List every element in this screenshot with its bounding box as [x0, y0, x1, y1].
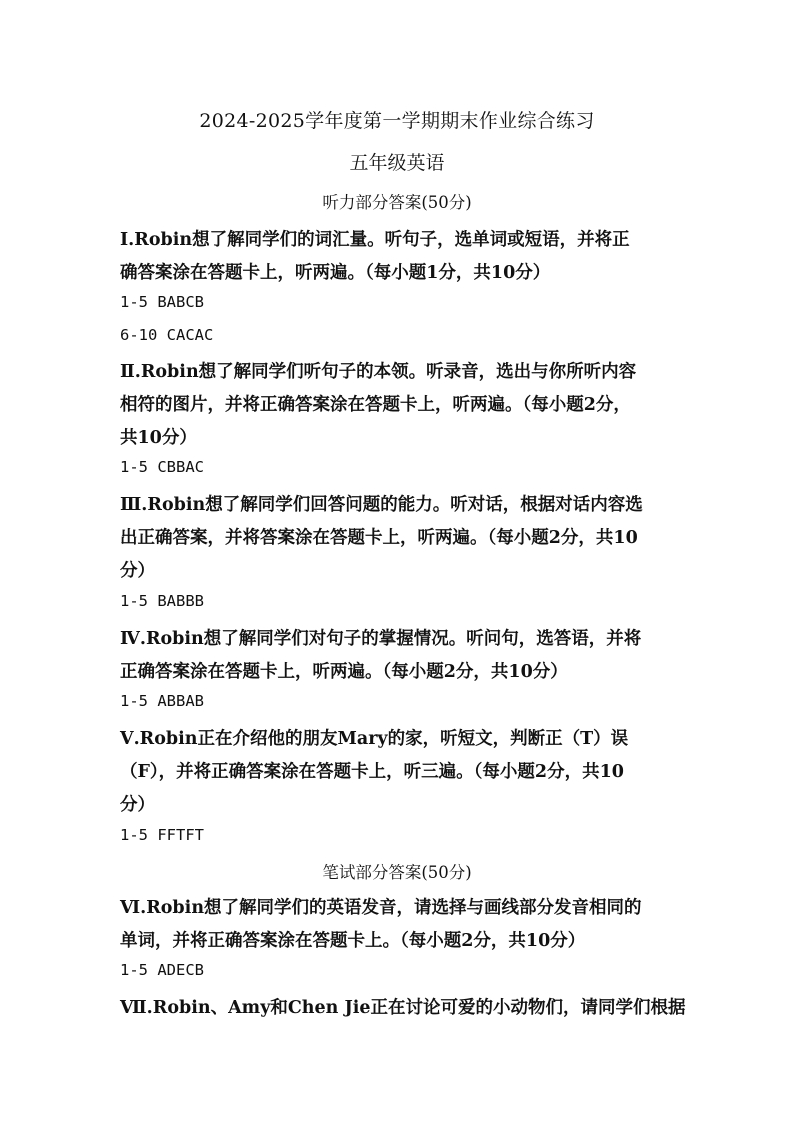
section-4-answer-1: 1-5 ABBAB [120, 692, 204, 710]
section-6-line-2: 单词，并将正确答案涂在答题卡上。（每小题2分，共10分） [120, 931, 586, 951]
section-1-answer-2: 6-10 CACAC [120, 326, 214, 344]
section-5-answer-1: 1-5 FFTFT [120, 826, 204, 844]
section-7-line-1: Ⅶ.Robin、Amy和Chen Jie正在讨论可爱的小动物们，请同学们根据 [120, 998, 686, 1018]
written-header: 笔试部分答案(50分) [322, 863, 472, 882]
section-2-line-2: 相符的图片，并将正确答案涂在答题卡上，听两遍。（每小题2分， [120, 395, 631, 415]
document-title: 2024-2025学年度第一学期期末作业综合练习 [199, 110, 595, 132]
section-5-line-1: Ⅴ.Robin正在介绍他的朋友Mary的家，听短文，判断正（T）误 [120, 729, 629, 749]
section-1-line-2: 确答案涂在答题卡上，听两遍。（每小题1分，共10分） [120, 263, 551, 283]
section-3-line-2: 出正确答案，并将答案涂在答题卡上，听两遍。（每小题2分，共10 [120, 528, 638, 548]
section-6-answer-1: 1-5 ADECB [120, 961, 204, 979]
section-2-line-3: 共10分） [120, 428, 197, 448]
document-subtitle: 五年级英语 [349, 152, 445, 174]
section-5-line-3: 分） [120, 795, 155, 815]
section-2-answer-1: 1-5 CBBAC [120, 458, 204, 476]
section-5-line-2: （F），并将正确答案涂在答题卡上，听三遍。（每小题2分，共10 [120, 762, 624, 782]
section-3-line-3: 分） [120, 561, 155, 581]
listening-header: 听力部分答案(50分) [322, 193, 472, 212]
section-4-line-1: Ⅳ.Robin想了解同学们对句子的掌握情况。听问句，选答语，并将 [120, 629, 642, 649]
section-4-line-2: 正确答案涂在答题卡上，听两遍。（每小题2分，共10分） [120, 662, 568, 682]
section-1-line-1: Ⅰ.Robin想了解同学们的词汇量。听句子，选单词或短语，并将正 [120, 230, 630, 250]
section-3-line-1: Ⅲ.Robin想了解同学们回答问题的能力。听对话，根据对话内容选 [120, 495, 643, 515]
section-3-answer-1: 1-5 BABBB [120, 592, 204, 610]
section-1-answer-1: 1-5 BABCB [120, 293, 204, 311]
section-6-line-1: Ⅵ.Robin想了解同学们的英语发音，请选择与画线部分发音相同的 [120, 898, 642, 918]
section-2-line-1: Ⅱ.Robin想了解同学们听句子的本领。听录音，选出与你所听内容 [120, 362, 637, 382]
